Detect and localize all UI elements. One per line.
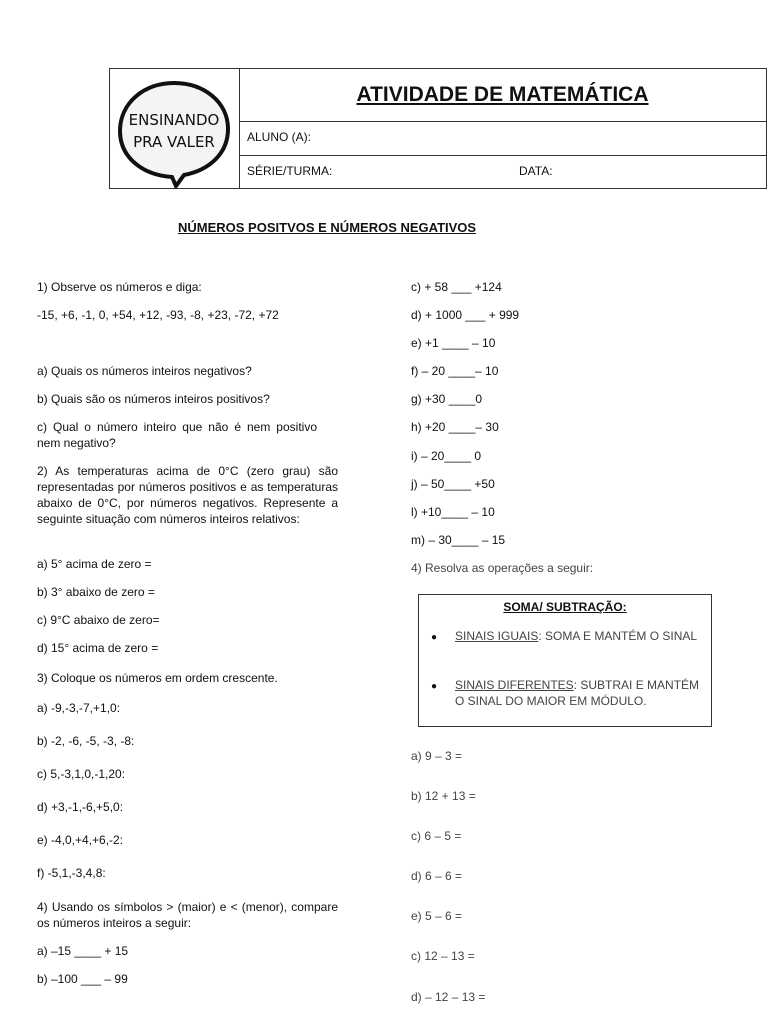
question-1a: a) Quais os números inteiros negativos? [37, 364, 252, 378]
question-2a: a) 5° acima de zero = [37, 557, 152, 571]
question-2d: d) 15° acima de zero = [37, 641, 159, 655]
question-3c: c) 5,-3,1,0,-1,20: [37, 767, 126, 781]
rule-equal-signs [455, 628, 705, 644]
operation-f: c) 12 – 13 = [411, 949, 475, 963]
title-cell [239, 69, 766, 122]
rule-different-signs-term: SINAIS DIFERENTES [455, 678, 574, 692]
header-table [109, 68, 767, 189]
question-3b: b) -2, -6, -5, -3, -8: [37, 734, 135, 748]
question-3e: e) -4,0,+4,+6,-2: [37, 833, 124, 847]
bullet-icon: ● [431, 632, 438, 643]
operation-b: b) 12 + 13 = [411, 789, 476, 803]
question-1-numbers: -15, +6, -1, 0, +54, +12, -93, -8, +23, -72, +72 [37, 308, 279, 322]
question-4: 4) Usando os símbolos > (maior) e < (menor), compare os números inteiros a seguir: [37, 900, 338, 930]
compare-l: l) +10____ – 10 [411, 505, 495, 519]
question-2: 2) As temperaturas acima de 0°C (zero grau) são representadas por números positivos e as temperaturas abaixo de 0°C, por números negativos. Represente a seguinte situação com números inteiros relativos: [37, 464, 338, 526]
aluno-cell[interactable] [239, 121, 766, 156]
operation-d: d) 6 – 6 = [411, 869, 463, 883]
question-1b: b) Quais são os números inteiros positivos? [37, 392, 270, 406]
logo-line2: PRA VALER [133, 133, 215, 151]
rule-equal-signs-text: : SOMA E MANTÉM O SINAL [538, 629, 698, 643]
rule-equal-signs-term: SINAIS IGUAIS [455, 629, 539, 643]
rule-different-signs [455, 677, 705, 709]
rules-box [418, 594, 712, 727]
compare-i: i) – 20____ 0 [411, 449, 482, 463]
compare-h: h) +20 ____– 30 [411, 420, 499, 434]
data-label: DATA: [519, 164, 553, 178]
logo-cell [110, 69, 240, 188]
operation-g: d) – 12 – 13 = [411, 990, 486, 1004]
bullet-icon: ● [431, 681, 438, 692]
speech-bubble-logo [110, 69, 239, 188]
question-1c: c) Qual o número inteiro que não é nem positivo nem negativo? [37, 420, 317, 450]
compare-g: g) +30 ____0 [411, 392, 483, 406]
operation-a: a) 9 – 3 = [411, 749, 463, 763]
question-3f: f) -5,1,-3,4,8: [37, 866, 106, 880]
compare-c: c) + 58 ___ +124 [411, 280, 502, 294]
rule-different-signs-text: : SUBTRAI E MANTÉM O SINAL DO MAIOR EM MÓDULO. [455, 678, 700, 708]
question-4-operations: 4) Resolva as operações a seguir: [411, 561, 594, 575]
question-3d: d) +3,-1,-6,+5,0: [37, 800, 124, 814]
page-title: ATIVIDADE DE MATEMÁTICA [356, 83, 649, 106]
operation-c: c) 6 – 5 = [411, 829, 462, 843]
question-1: 1) Observe os números e diga: [37, 280, 202, 294]
question-4a: a) –15 ____ + 15 [37, 944, 129, 958]
section-subtitle: NÚMEROS POSITVOS E NÚMEROS NEGATIVOS [178, 220, 477, 235]
logo-line1: ENSINANDO [128, 111, 220, 129]
question-3a: a) -9,-3,-7,+1,0: [37, 701, 121, 715]
compare-m: m) – 30____ – 15 [411, 533, 506, 547]
compare-f: f) – 20 ____– 10 [411, 364, 499, 378]
aluno-label: ALUNO (A): [247, 130, 312, 144]
question-2b: b) 3° abaixo de zero = [37, 585, 155, 599]
serie-label: SÉRIE/TURMA: [247, 164, 333, 178]
compare-e: e) +1 ____ – 10 [411, 336, 496, 350]
operation-e: e) 5 – 6 = [411, 909, 463, 923]
rules-box-title: SOMA/ SUBTRAÇÃO: [503, 600, 627, 614]
question-3: 3) Coloque os números em ordem crescente. [37, 671, 278, 685]
question-4b: b) –100 ___ – 99 [37, 972, 128, 986]
serie-cell[interactable] [239, 155, 766, 188]
compare-d: d) + 1000 ___ + 999 [411, 308, 520, 322]
question-2c: c) 9°C abaixo de zero= [37, 613, 160, 627]
compare-j: j) – 50____ +50 [411, 477, 495, 491]
